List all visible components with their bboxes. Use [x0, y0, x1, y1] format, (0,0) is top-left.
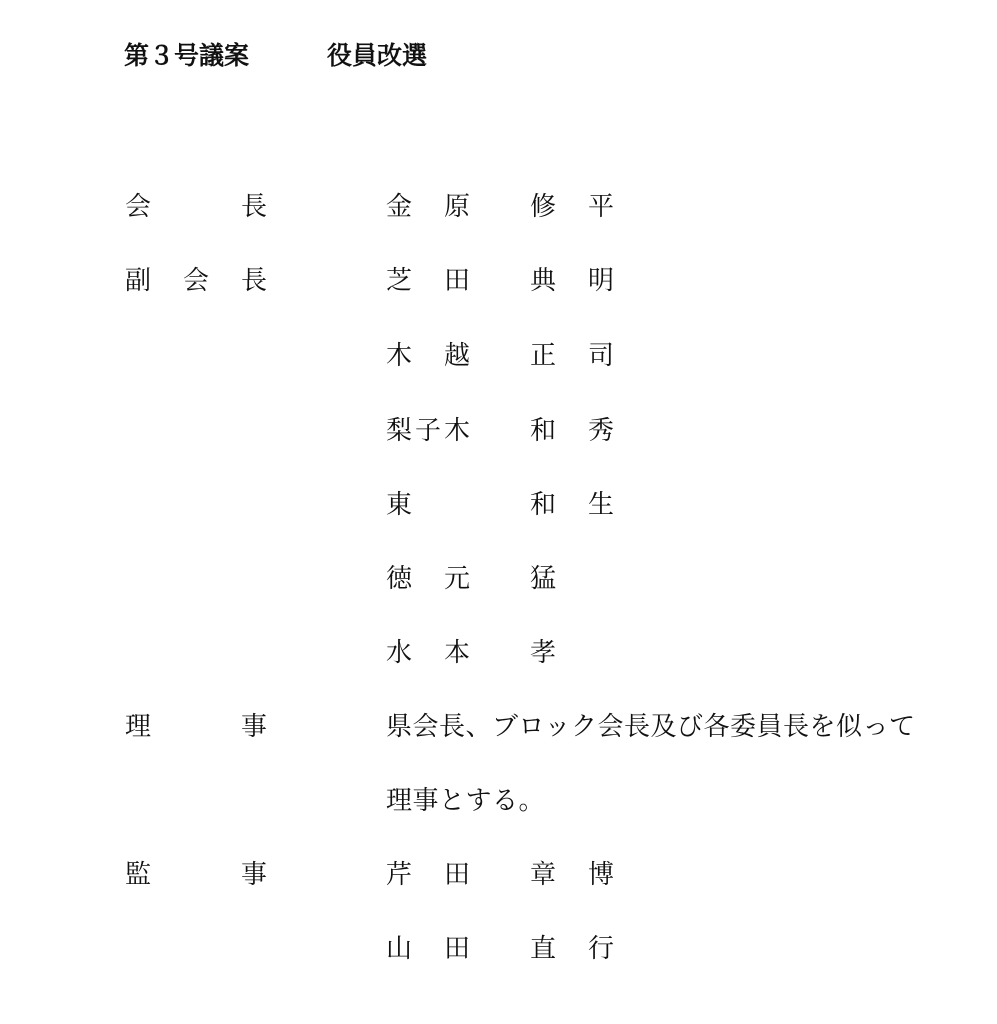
role-char: 長: [241, 192, 268, 222]
document-page: 第３号議案 役員改選 会 長 金 原 修 平 副 会 長 芝 田 典 明 木 越 正 司 梨 子 木 和 秀 東 和 生 徳 元 猛 水 本 孝 理 事 県会長、ブロック会長及び各委員長を似って 理事とする。 監 事 芹 田 章 博 山 田 直 行: [0, 0, 997, 1024]
role-char: 長: [241, 266, 268, 296]
role-char: 事: [241, 860, 268, 890]
role-char: 副: [125, 266, 152, 296]
directors-description-line2: 理事とする。: [386, 786, 546, 816]
role-char: 監: [125, 860, 152, 890]
directors-description-line1: 県会長、ブロック会長及び各委員長を似って: [386, 712, 916, 742]
role-char: 会: [125, 192, 152, 222]
agenda-subject: 役員改選: [327, 41, 428, 70]
role-char: 会: [183, 266, 210, 296]
role-char: 事: [241, 712, 268, 742]
role-char: 理: [125, 712, 152, 742]
agenda-title: [124, 36, 428, 72]
agenda-number: 第３号議案: [124, 41, 250, 70]
